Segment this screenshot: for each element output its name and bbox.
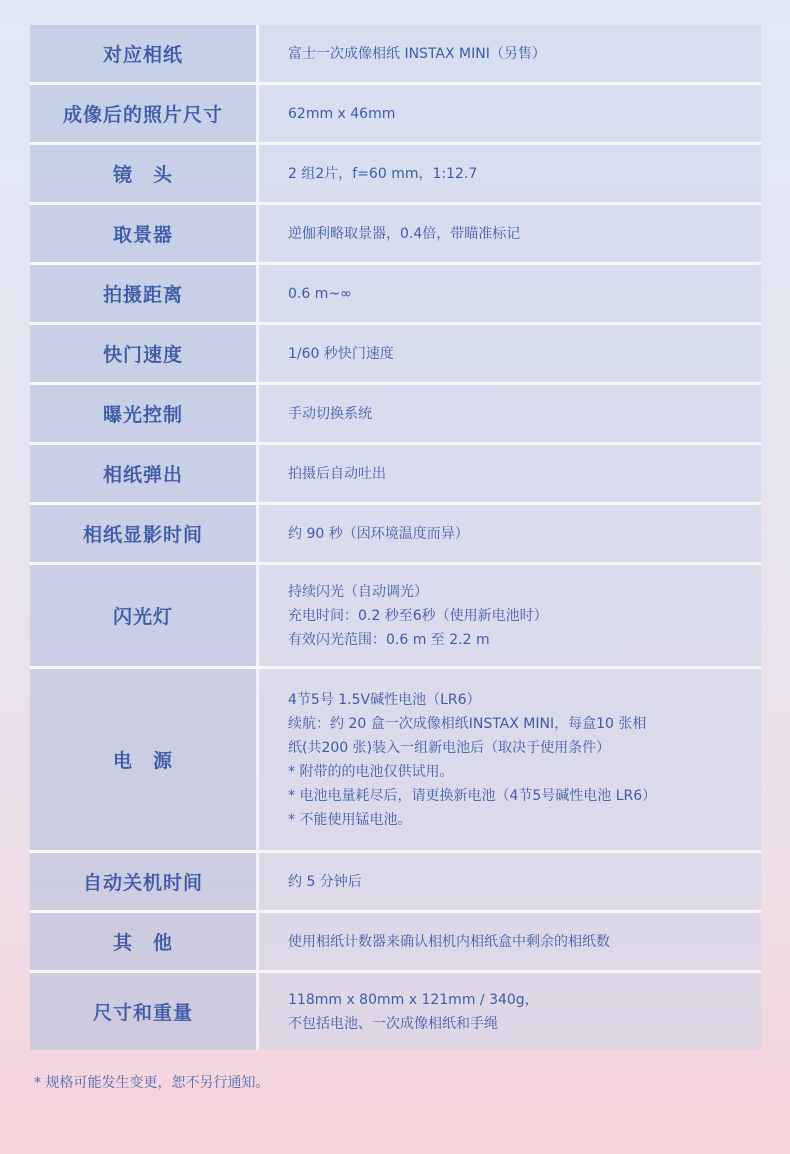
- spec-value: [259, 25, 761, 82]
- spec-row: [30, 505, 761, 565]
- spec-value-line: * 附带的的电池仅供试用。: [288, 763, 454, 780]
- spec-row: [30, 25, 761, 85]
- spec-value-line: 118mm x 80mm x 121mm / 340g，: [288, 991, 539, 1008]
- footnote: * 规格可能发生变更，恕不另行通知。: [34, 1075, 270, 1091]
- spec-value-line: 0.6 m~∞: [288, 285, 352, 302]
- spec-value: [259, 565, 761, 666]
- spec-value: [259, 265, 761, 322]
- spec-label: 闪光灯: [30, 565, 259, 666]
- spec-label: 相纸显影时间: [30, 505, 259, 562]
- spec-label: 对应相纸: [30, 25, 259, 82]
- spec-value-line: 1/60 秒快门速度: [288, 345, 394, 362]
- spec-value-line: * 不能使用锰电池。: [288, 811, 412, 828]
- spec-value-line: 约 5 分钟后: [288, 873, 362, 890]
- spec-value: [259, 853, 761, 910]
- spec-value-line: 约 90 秒（因环境温度而异）: [288, 525, 469, 542]
- spec-value-line: 4节5号 1.5V碱性电池（LR6）: [288, 691, 481, 708]
- spec-value-line: 62mm x 46mm: [288, 105, 396, 122]
- spec-value-line: 充电时间：0.2 秒至6秒（使用新电池时）: [288, 607, 548, 624]
- spec-row: [30, 85, 761, 145]
- spec-value-line: 有效闪光范围：0.6 m 至 2.2 m: [288, 631, 490, 648]
- spec-value-line: 富士一次成像相纸 INSTAX MINI（另售）: [288, 45, 546, 62]
- spec-value: [259, 85, 761, 142]
- spec-value: [259, 913, 761, 970]
- spec-label: 尺寸和重量: [30, 973, 259, 1050]
- spec-value: [259, 445, 761, 502]
- spec-label: 自动关机时间: [30, 853, 259, 910]
- spec-row: [30, 973, 761, 1050]
- spec-value-line: 纸(共200 张)装入一组新电池后（取决于使用条件）: [288, 739, 611, 756]
- spec-label: 拍摄距离: [30, 265, 259, 322]
- spec-value-line: 逆伽利略取景器，0.4倍，带瞄准标记: [288, 225, 521, 242]
- spec-value: [259, 205, 761, 262]
- spec-row: [30, 913, 761, 973]
- spec-value-line: 不包括电池、一次成像相纸和手绳: [288, 1015, 498, 1032]
- spec-label: 取景器: [30, 205, 259, 262]
- spec-row: [30, 145, 761, 205]
- spec-value: [259, 145, 761, 202]
- spec-table: [30, 25, 761, 1050]
- spec-value: [259, 669, 761, 850]
- spec-row: [30, 445, 761, 505]
- spec-value: [259, 505, 761, 562]
- spec-value: [259, 973, 761, 1050]
- spec-value-line: 拍摄后自动吐出: [288, 465, 386, 482]
- spec-row: [30, 853, 761, 913]
- spec-value-line: * 电池电量耗尽后，请更换新电池（4节5号碱性电池 LR6）: [288, 787, 657, 804]
- spec-value-line: 手动切换系统: [288, 405, 372, 422]
- spec-row: [30, 385, 761, 445]
- spec-row: [30, 325, 761, 385]
- spec-label: 电 源: [30, 669, 259, 850]
- spec-value-line: 使用相纸计数器来确认相机内相纸盒中剩余的相纸数: [288, 933, 610, 950]
- spec-row: [30, 669, 761, 853]
- spec-label: 曝光控制: [30, 385, 259, 442]
- spec-row: [30, 265, 761, 325]
- spec-label: 镜 头: [30, 145, 259, 202]
- spec-value-line: 续航：约 20 盒一次成像相纸INSTAX MINI，每盒10 张相: [288, 715, 647, 732]
- spec-row: [30, 205, 761, 265]
- spec-value: [259, 325, 761, 382]
- spec-label: 相纸弹出: [30, 445, 259, 502]
- spec-value-line: 2 组2片，f=60 mm，1:12.7: [288, 165, 478, 182]
- spec-value-line: 持续闪光（自动调光）: [288, 583, 428, 600]
- spec-label: 快门速度: [30, 325, 259, 382]
- spec-value: [259, 385, 761, 442]
- spec-row: [30, 565, 761, 669]
- spec-label: 其 他: [30, 913, 259, 970]
- spec-label: 成像后的照片尺寸: [30, 85, 259, 142]
